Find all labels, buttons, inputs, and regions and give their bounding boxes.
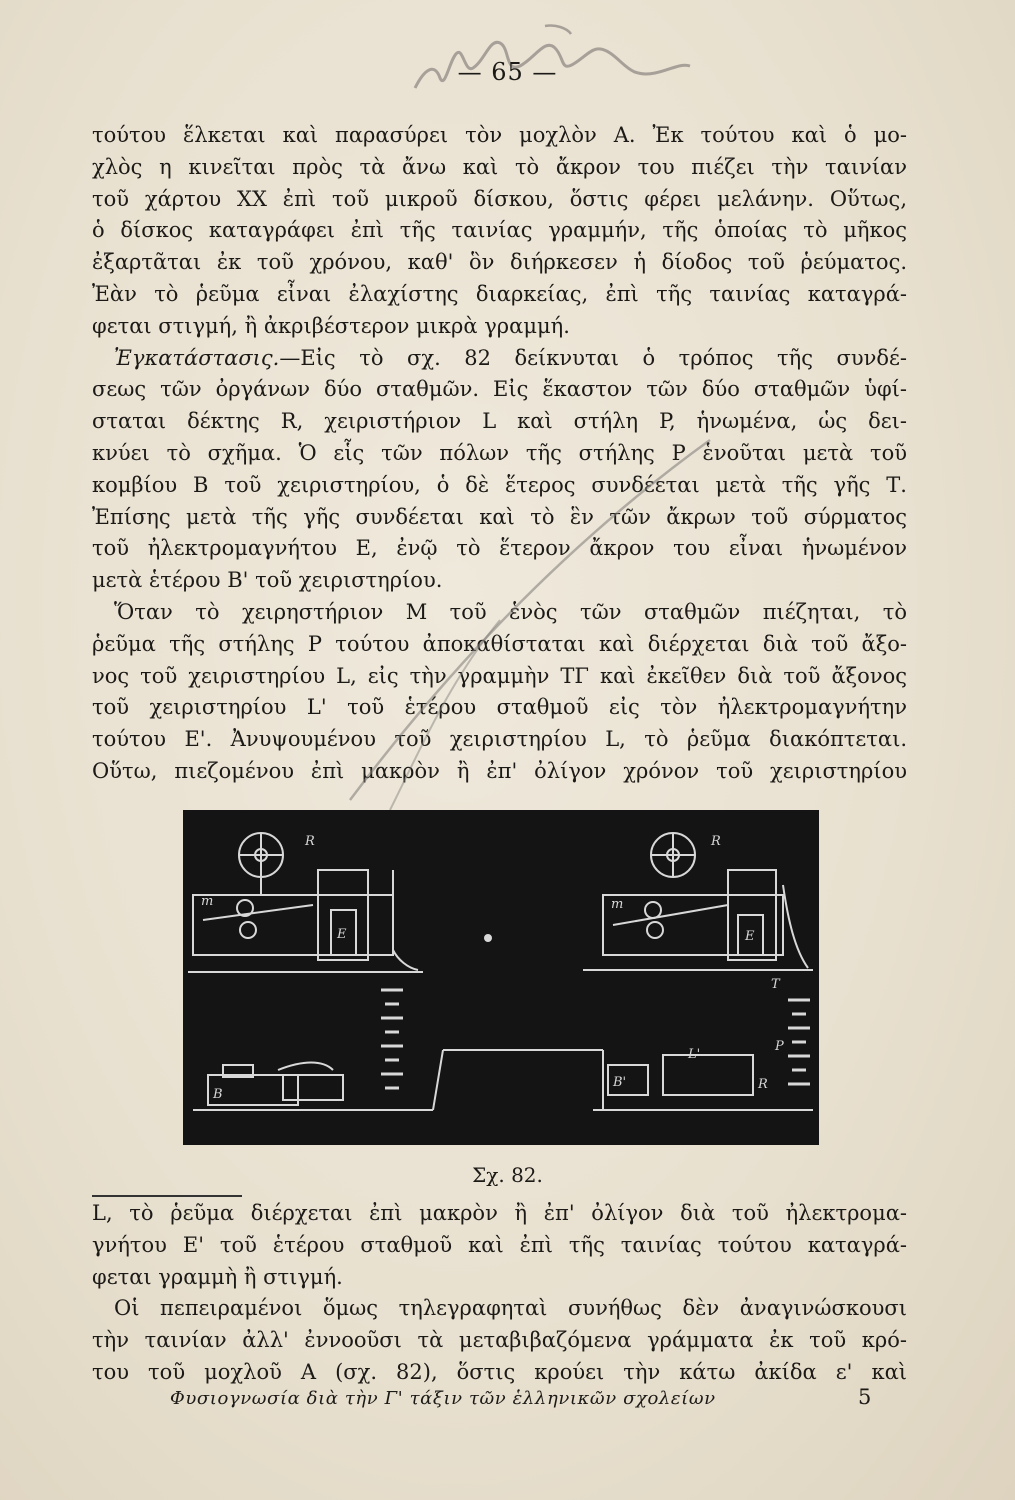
text-line: τούτου ἕλκεται καὶ παρασύρει τὸν μοχλὸν Α. Ἐκ τούτου καὶ ὁ μο- (92, 123, 907, 147)
figure-label-r-left: R (305, 834, 315, 849)
text-line: τούτου Ε'. Ἀνυψουμένου τοῦ χειριστηρίου L, τὸ ῥεῦμα διακόπτεται. (92, 727, 907, 752)
body-text-bottom (92, 1198, 907, 1389)
text-line: μετὰ ἑτέρου Β' τοῦ χειριστηρίου. (92, 568, 443, 593)
text-line: ῥεῦμα τῆς στήλης P τούτου ἀποκαθίσταται καὶ διέρχεται διὰ τοῦ ἄξο- (92, 631, 907, 656)
text-line: κνύει τὸ σχῆμα. Ὁ εἷς τῶν πόλων τῆς στήλης P ἑνοῦται μετὰ τοῦ (92, 440, 907, 465)
text-line: φεται στιγμή, ἢ ἀκριβέστερον μικρὰ γραμμή. (92, 313, 570, 338)
page-number: — 65 — (457, 58, 558, 86)
figure-caption: Σχ. 82. (472, 1163, 543, 1187)
figure-label-b-right: B' (613, 1075, 627, 1090)
pencil-mark (330, 420, 750, 820)
text-line: —Εἰς τὸ σχ. 82 δείκνυται ὁ τρόπος τῆς συνδέ- (279, 345, 907, 370)
signature-number: 5 (858, 1385, 872, 1409)
figure-label-r-bottom: R (758, 1077, 768, 1092)
text-line: σεως τῶν ὀργάνων δύο σταθμῶν. Εἰς ἕκαστον τῶν δύο σταθμῶν ὑφί- (92, 377, 907, 402)
text-line: σταται δέκτης R, χειριστήριον L καὶ στήλη P, ἡνωμένα, ὡς δει- (92, 409, 907, 434)
footer-title: Φυσιογνωσία διὰ τὴν Γ' τάξιν τῶν ἑλληνικῶν σχολείων (170, 1388, 716, 1409)
text-line: τοῦ ἠλεκτρομαγνήτου Ε, ἐνῷ τὸ ἕτερον ἄκρον του εἶναι ἡνωμένον (92, 536, 907, 561)
text-line: τὴν ταινίαν ἀλλ' ἐννοοῦσι τὰ μεταβιβαζόμενα γράμματα ἐκ τοῦ κρό- (92, 1328, 907, 1353)
text-line: κομβίου Β τοῦ χειριστηρίου, ὁ δὲ ἕτερος συνδέεται μετὰ τῆς γῆς Τ. (92, 472, 907, 497)
section-heading-line (92, 343, 907, 375)
figure-label-m-right: m (611, 897, 624, 912)
text-line: χλὸς η κινεῖται πρὸς τὰ ἄνω καὶ τὸ ἄκρον του πιέζει τὴν ταινίαν (92, 154, 907, 179)
figure-label-e-left: E (337, 927, 347, 942)
text-line: L, τὸ ῥεῦμα διέρχεται ἐπὶ μακρὸν ἢ ἐπ' ὀλίγον διὰ τοῦ ἠλεκτρομα- (92, 1201, 907, 1225)
figure-label-b-left: B (213, 1087, 223, 1102)
text-line: ἐξαρτᾶται ἐκ τοῦ χρόνου, καθ' ὃν διήρκεσεν ἡ δίοδος τοῦ ῥεύματος. (92, 250, 907, 275)
text-line: τοῦ χάρτου ΧΧ ἐπὶ τοῦ μικροῦ δίσκου, ὅστις φέρει μελάνην. Οὕτως, (92, 186, 907, 211)
text-line: τοῦ χειριστηρίου L' τοῦ ἑτέρου σταθμοῦ εἰς τὸν ἠλεκτρομαγνήτην (92, 695, 907, 720)
text-line: φεται γραμμὴ ἢ στιγμή. (92, 1264, 343, 1289)
section-heading: Ἐγκατάστασις. (114, 345, 280, 370)
text-line: γνήτου Ε' τοῦ ἑτέρου σταθμοῦ καὶ ἐπὶ τῆς ταινίας τούτου καταγρά- (92, 1232, 907, 1257)
text-line: του τοῦ μοχλοῦ Α (σχ. 82), ὅστις κρούει τὴν κάτω ἀκίδα ε' καὶ (92, 1359, 907, 1384)
figure-label-p: P (775, 1039, 784, 1054)
figure-label-r-right: R (711, 834, 721, 849)
figure-label-l: L' (688, 1047, 701, 1062)
text-line: Οὕτω, πιεζομένου ἐπὶ μακρὸν ἢ ἐπ' ὀλίγον χρόνον τοῦ χειριστηρίου (92, 758, 907, 783)
divider (92, 1195, 242, 1197)
text-line: ὁ δίσκος καταγράφει ἐπὶ τῆς ταινίας γραμμήν, τῆς ὁποίας τὸ μῆκος (92, 218, 907, 243)
text-line: Ἐπίσης μετὰ τῆς γῆς συνδέεται καὶ τὸ ἓν τῶν ἄκρων τοῦ σύρματος (92, 504, 907, 529)
figure-label-m-left: m (201, 894, 214, 909)
text-line: Οἱ πεπειραμένοι ὅμως τηλεγραφηταὶ συνήθως δὲν ἀναγινώσκουσι (114, 1296, 907, 1321)
text-line: νος τοῦ χειριστηρίου L, εἰς τὴν γραμμὴν ΤΓ καὶ ἐκεῖθεν διὰ τοῦ ἄξονος (92, 663, 907, 688)
text-line: Ἐὰν τὸ ῥεῦμα εἶναι ἐλαχίστης διαρκείας, ἐπὶ τῆς ταινίας καταγρά- (92, 281, 907, 306)
figure-label-e-right: E (745, 929, 755, 944)
figure-label-t: T (771, 977, 780, 992)
text-line: Ὅταν τὸ χειρηστήριον Μ τοῦ ἑνὸς τῶν σταθμῶν πιέζηται, τὸ (114, 599, 907, 624)
telegraph-figure (183, 810, 819, 1145)
